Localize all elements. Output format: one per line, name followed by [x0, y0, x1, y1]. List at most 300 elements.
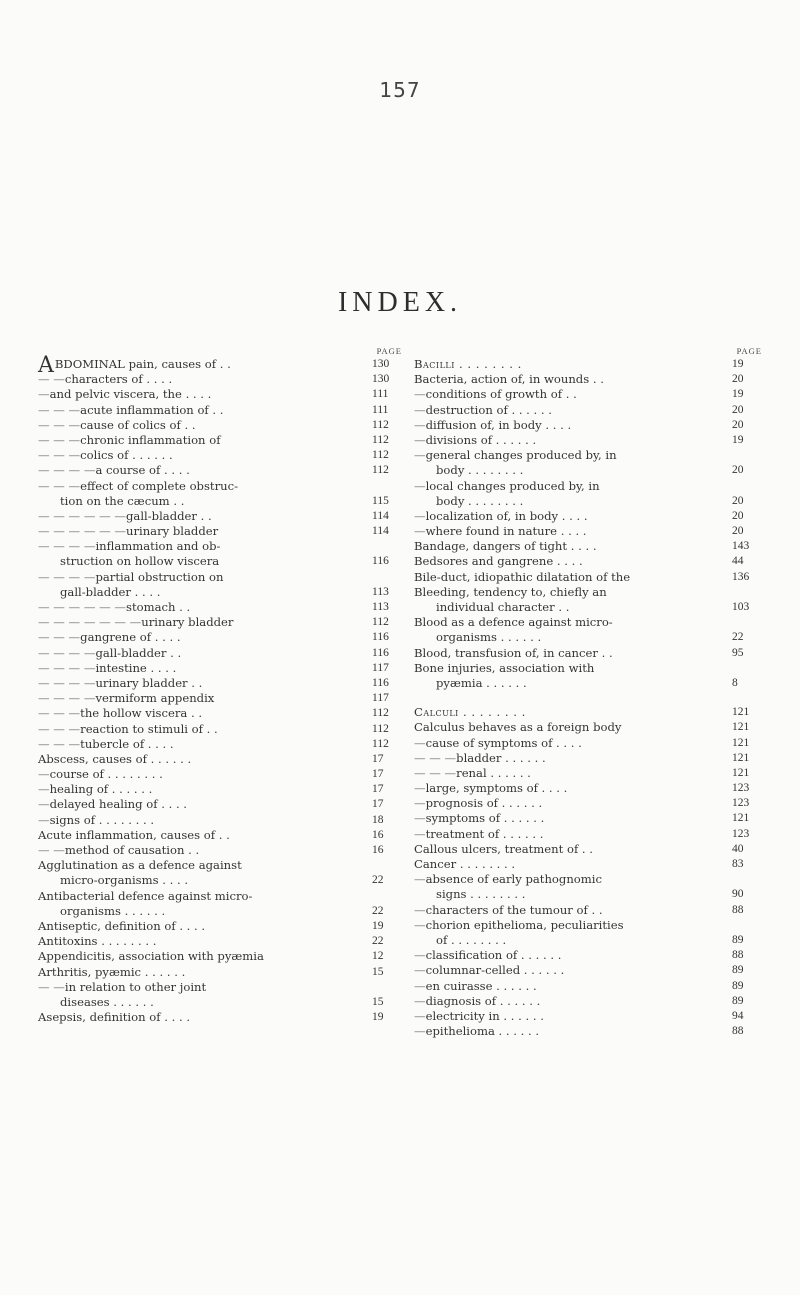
index-entry [414, 842, 762, 857]
entry-text: classification of . . . . . . [425, 948, 562, 963]
page-title: INDEX. [337, 287, 463, 318]
index-entry [414, 994, 762, 1009]
index-entry [38, 813, 402, 828]
entry-page: 112 [372, 722, 389, 735]
entry-page: 112 [372, 418, 389, 431]
ditto-dash: — — — [414, 750, 457, 765]
entry-text: electricity in . . . . . . [425, 1008, 544, 1023]
index-entry [414, 720, 762, 735]
entry-text: epithelioma . . . . . . [425, 1024, 540, 1039]
entry-page: 22 [732, 631, 744, 644]
index-entry [38, 600, 402, 615]
ditto-dash: — [414, 478, 426, 493]
entry-page: 89 [732, 933, 744, 946]
ditto-dash: — — — [414, 765, 457, 780]
entry-page: 143 [732, 540, 750, 553]
index-entry [38, 554, 402, 569]
entry-text: chronic inflammation of [80, 432, 221, 447]
ditto-dash: — — — — [38, 675, 96, 690]
entry-text: Abscess, causes of . . . . . . [38, 751, 192, 766]
entry-text: reaction to stimuli of . . [80, 721, 218, 736]
entry-text: vermiform appendix [95, 691, 215, 706]
entry-page: 114 [372, 509, 389, 522]
entry-page: 123 [732, 797, 750, 810]
entry-page: 121 [732, 812, 750, 825]
index-entry [414, 827, 762, 842]
index-entry [414, 646, 762, 661]
index-entry [414, 979, 762, 994]
index-entry [38, 797, 402, 812]
entry-text: and pelvic viscera, the . . . . [49, 387, 212, 402]
entry-text: Asepsis, definition of . . . . [38, 1010, 191, 1025]
entry-page: 121 [732, 751, 750, 764]
entry-page: 95 [732, 646, 744, 659]
ditto-dash: — [38, 812, 50, 827]
ditto-dash: — — — — — — [38, 508, 126, 523]
index-entry [414, 600, 762, 615]
ditto-dash: — [414, 902, 426, 917]
entry-text: Callous ulcers, treatment of . . [414, 841, 593, 856]
ditto-dash: — [414, 796, 426, 811]
entry-page: 16 [372, 828, 384, 841]
index-entry [38, 828, 402, 843]
index-entry [38, 782, 402, 797]
ditto-dash: — — [38, 843, 65, 857]
entry-text: gall-bladder . . [126, 508, 212, 523]
ditto-dash: — [414, 917, 426, 932]
entry-text: Acute inflammation, causes of . . [38, 827, 230, 842]
index-entry [38, 980, 402, 995]
entry-text: pyæmia . . . . . . [436, 675, 527, 690]
ditto-dash: — [414, 402, 426, 417]
entry-page: 90 [732, 888, 744, 901]
entry-text: the hollow viscera . . [80, 706, 203, 721]
entry-page: 19 [372, 1011, 384, 1024]
ditto-dash: — — — — — — [38, 600, 126, 614]
drop-cap: A [38, 353, 54, 378]
index-entry [414, 676, 762, 691]
ditto-dash: — [38, 387, 50, 402]
entry-page: 89 [732, 979, 744, 992]
entry-page: 20 [732, 403, 744, 416]
entry-text: en cuirasse . . . . . . [425, 978, 537, 993]
index-entry [414, 509, 762, 524]
entry-page: 121 [732, 766, 750, 779]
index-entry [414, 796, 762, 811]
index-entry [38, 843, 402, 858]
entry-text: general changes produced by, in [425, 448, 617, 463]
entry-page: 15 [372, 995, 384, 1008]
index-entry [414, 372, 762, 387]
ditto-dash: — [38, 797, 50, 812]
entry-page: 116 [372, 676, 389, 689]
index-entry [414, 751, 762, 766]
entry-page: 121 [732, 706, 750, 719]
entry-text: Arthritis, pyæmic . . . . . . [38, 964, 186, 979]
entry-text: of . . . . . . . . [436, 932, 507, 947]
ditto-dash: — — — [38, 432, 81, 447]
entry-text: body . . . . . . . . [436, 463, 524, 478]
ditto-dash: — — — — [38, 539, 96, 554]
index-entry [414, 524, 762, 539]
section-gap [414, 691, 762, 705]
entry-text: urinary bladder [141, 615, 234, 630]
page-number: 157 [379, 78, 421, 102]
entry-page: 44 [732, 555, 744, 568]
index-entry [414, 585, 762, 600]
index-entry [414, 418, 762, 433]
ditto-dash: — — — [38, 721, 81, 736]
index-entry [38, 722, 402, 737]
entry-text: conditions of growth of . . [425, 387, 577, 402]
entry-text: BDOMINAL pain, causes of . . [54, 357, 231, 371]
entry-page: 18 [372, 813, 384, 826]
index-entry [38, 676, 402, 691]
ditto-dash: — [414, 826, 426, 841]
index-entry [414, 1024, 762, 1039]
index-entry [38, 509, 402, 524]
index-entry [38, 934, 402, 949]
index-entry [38, 630, 402, 645]
index-entry [38, 873, 402, 888]
entry-text: columnar-celled . . . . . . [425, 963, 565, 978]
ditto-dash: — — — — [38, 463, 96, 478]
entry-page: 123 [732, 827, 750, 840]
entry-page: 17 [372, 768, 384, 781]
entry-text: characters of the tumour of . . [425, 902, 603, 917]
entry-text: gall-bladder . . [95, 645, 182, 660]
entry-text: stomach . . [126, 600, 191, 614]
ditto-dash: — [38, 782, 50, 797]
entry-text: Calculi . . . . . . . . [414, 705, 526, 720]
ditto-dash: — — — — [38, 691, 96, 706]
index-entry [38, 904, 402, 919]
index-entry [38, 706, 402, 721]
index-entry [38, 919, 402, 934]
index-entry [38, 570, 402, 585]
entry-text: renal . . . . . . [456, 765, 531, 780]
index-entry [414, 918, 762, 933]
ditto-dash: — — — [38, 417, 81, 432]
entry-page: 112 [372, 616, 389, 629]
entry-page: 117 [372, 692, 389, 705]
index-entry [414, 554, 762, 569]
entry-text: chorion epithelioma, peculiarities [425, 917, 624, 932]
entry-text: Blood, transfusion of, in cancer . . [414, 645, 613, 660]
index-entry [38, 767, 402, 782]
index-entry [38, 524, 402, 539]
index-entry [38, 353, 402, 378]
index-entry [38, 494, 402, 509]
entry-page: 20 [732, 494, 744, 507]
index-entry [414, 479, 762, 494]
entry-text: Bacilli . . . . . . . . [414, 357, 522, 371]
entry-text: colics of . . . . . . [80, 448, 173, 463]
index-entry [414, 433, 762, 448]
entry-page: 115 [372, 494, 389, 507]
entry-page: 123 [732, 782, 750, 795]
ditto-dash: — [414, 811, 426, 826]
ditto-dash: — [414, 781, 426, 796]
entry-text: Bleeding, tendency to, chiefly an [414, 584, 607, 599]
entry-text: cause of colics of . . [80, 417, 196, 432]
entry-page: 19 [732, 388, 744, 401]
ditto-dash: — [414, 448, 426, 463]
entry-text: signs . . . . . . . . [436, 887, 526, 902]
entry-page: 19 [732, 433, 744, 446]
ditto-dash: — — — [38, 630, 81, 645]
ditto-dash: — — [38, 979, 65, 994]
entry-text: prognosis of . . . . . . [425, 796, 543, 811]
entry-text: Cancer . . . . . . . . [414, 857, 516, 871]
entry-page: 117 [372, 661, 389, 674]
index-entry [414, 811, 762, 826]
entry-text: inflammation and ob- [95, 539, 221, 554]
ditto-dash: — [414, 508, 426, 523]
entry-text: local changes produced by, in [425, 478, 600, 493]
ditto-dash: — — — [38, 706, 81, 721]
entry-text: localization of, in body . . . . [425, 508, 588, 523]
entry-text: urinary bladder . . [95, 675, 203, 690]
entry-text: cause of symptoms of . . . . [425, 735, 582, 750]
index-entry [414, 948, 762, 963]
entry-text: Appendicitis, association with pyæmia [38, 949, 264, 964]
index-entry [38, 965, 402, 980]
entry-page: 136 [732, 570, 750, 583]
ditto-dash: — [414, 948, 426, 963]
entry-page: 20 [732, 509, 744, 522]
entry-page: 17 [372, 798, 384, 811]
ditto-dash: — [414, 963, 426, 978]
entry-page: 112 [372, 707, 389, 720]
entry-page: 130 [372, 373, 390, 386]
entry-page: 22 [372, 904, 384, 917]
ditto-dash: — — — — [38, 660, 96, 675]
entry-text: Blood as a defence against micro- [414, 615, 613, 630]
column-header: PAGE [736, 346, 762, 356]
ditto-dash: — — — — — — [38, 524, 126, 539]
index-entry [38, 858, 402, 873]
entry-page: 89 [732, 964, 744, 977]
entry-page: 116 [372, 646, 389, 659]
entry-page: 8 [732, 676, 738, 689]
entry-text: effect of complete obstruc- [80, 478, 239, 493]
index-entry [414, 887, 762, 902]
index-entry [38, 737, 402, 752]
index-entry [38, 387, 402, 402]
index-entry [414, 570, 762, 585]
index-entry [414, 903, 762, 918]
index-entry [414, 387, 762, 402]
entry-text: acute inflammation of . . [80, 402, 224, 417]
entry-text: Bacteria, action of, in wounds . . [414, 372, 604, 387]
entry-page: 116 [372, 555, 389, 568]
entry-page: 15 [372, 965, 384, 978]
ditto-dash: — [414, 387, 426, 402]
entry-text: Bone injuries, association with [414, 660, 595, 675]
index-entry [414, 630, 762, 645]
index-entry [414, 661, 762, 676]
ditto-dash: — [414, 735, 426, 750]
index-entry [38, 433, 402, 448]
entry-page: 40 [732, 842, 744, 855]
entry-page: 111 [372, 403, 389, 416]
index-entry [414, 736, 762, 751]
entry-page: 121 [732, 736, 750, 749]
index-entry [414, 463, 762, 478]
entry-page: 88 [732, 949, 744, 962]
entry-text: struction on hollow viscera [60, 554, 220, 569]
entry-text: Bile-duct, idiopathic dilatation of the [414, 569, 631, 584]
index-entry [414, 781, 762, 796]
entry-text: large, symptoms of . . . . [425, 781, 568, 796]
entry-page: 121 [732, 721, 750, 734]
entry-page: 19 [372, 919, 384, 932]
entry-page: 83 [732, 858, 744, 870]
entry-page: 114 [372, 525, 389, 538]
entry-text: signs of . . . . . . . . [49, 812, 155, 827]
ditto-dash: — [38, 767, 50, 782]
entry-text: individual character . . [436, 600, 570, 614]
index-entry [38, 949, 402, 964]
index-entry [414, 357, 762, 372]
entry-text: organisms . . . . . . [60, 903, 166, 918]
entry-page: 88 [732, 903, 744, 916]
entry-text: treatment of . . . . . . [425, 826, 544, 841]
entry-text: a course of . . . . [95, 463, 190, 478]
ditto-dash: — — — [38, 478, 81, 493]
entry-text: absence of early pathognomic [425, 872, 602, 887]
entry-text: organisms . . . . . . [436, 630, 542, 645]
entry-text: delayed healing of . . . . [49, 797, 187, 812]
entry-page: 112 [372, 433, 389, 446]
ditto-dash: — — — — [38, 645, 96, 660]
index-entry [38, 479, 402, 494]
index-entry [414, 448, 762, 463]
index-entry [38, 585, 402, 600]
entry-text: micro-organisms . . . . [60, 873, 189, 888]
entry-text: bladder . . . . . . [456, 750, 546, 765]
entry-text: Antibacterial defence against micro- [38, 888, 253, 903]
entry-page: 17 [372, 783, 384, 796]
entry-page: 103 [732, 601, 750, 613]
index-entry [414, 1009, 762, 1024]
entry-text: partial obstruction on [95, 569, 224, 584]
entry-text: diagnosis of . . . . . . [425, 993, 541, 1008]
entry-page: 113 [372, 601, 389, 613]
entry-text: tion on the cæcum . . [60, 493, 185, 508]
index-entry [414, 403, 762, 418]
index-entry [38, 1010, 402, 1025]
ditto-dash: — [414, 432, 426, 447]
ditto-dash: — [414, 524, 426, 539]
entry-page: 112 [372, 449, 389, 462]
entry-page: 88 [732, 1025, 744, 1038]
ditto-dash: — — — [38, 402, 81, 417]
entry-text: healing of . . . . . . [49, 782, 153, 797]
entry-text: where found in nature . . . . [425, 524, 587, 539]
entry-page: 17 [372, 752, 384, 765]
index-entry [38, 995, 402, 1010]
entry-page: 112 [372, 737, 389, 750]
index-entry [38, 661, 402, 676]
ditto-dash: — [414, 1024, 426, 1039]
index-entry [38, 615, 402, 630]
entry-page: 19 [732, 358, 744, 370]
entry-page: 22 [372, 935, 384, 948]
entry-text: characters of . . . . [64, 372, 173, 387]
entry-page: 116 [372, 631, 389, 644]
entry-text: Bandage, dangers of tight . . . . [414, 539, 597, 554]
index-entry [414, 857, 762, 872]
entry-text: Antiseptic, definition of . . . . [38, 918, 206, 933]
ditto-dash: — [414, 993, 426, 1008]
entry-page: 12 [372, 950, 384, 963]
entry-page: 112 [372, 464, 389, 477]
entry-text: destruction of . . . . . . [425, 402, 552, 417]
entry-page: 20 [732, 525, 744, 538]
entry-text: diseases . . . . . . [60, 994, 154, 1009]
entry-text: Antitoxins . . . . . . . . [38, 934, 157, 949]
entry-page: 20 [732, 464, 744, 477]
ditto-dash: — — — [38, 736, 81, 751]
index-entry [38, 646, 402, 661]
entry-page: 130 [372, 358, 390, 370]
ditto-dash: — — — [38, 448, 81, 463]
index-entry [38, 539, 402, 554]
ditto-dash: — — — — — — — [38, 615, 142, 630]
entry-page: 94 [732, 1009, 744, 1022]
entry-text: method of causation . . [64, 843, 200, 857]
index-column-right [414, 345, 762, 1039]
entry-text: Calculus behaves as a foreign body [414, 720, 622, 735]
entry-text: divisions of . . . . . . [425, 432, 537, 447]
entry-page: 20 [732, 418, 744, 431]
index-entry [414, 872, 762, 887]
index-entry [38, 889, 402, 904]
column-header: PAGE [376, 346, 402, 356]
index-entry [38, 752, 402, 767]
entry-page: 16 [372, 844, 384, 856]
index-entry [38, 372, 402, 387]
entry-page: 113 [372, 585, 389, 598]
entry-text: diffusion of, in body . . . . [425, 417, 572, 432]
entry-text: intestine . . . . [95, 660, 177, 675]
index-entry [38, 418, 402, 433]
index-entry [414, 933, 762, 948]
entry-text: body . . . . . . . . [436, 493, 524, 508]
entry-page: 22 [372, 874, 384, 887]
entry-text: Bedsores and gangrene . . . . [414, 554, 583, 569]
entry-text: gall-bladder . . . . [60, 584, 161, 599]
index-entry [38, 448, 402, 463]
index-entry [38, 403, 402, 418]
entry-text: Agglutination as a defence against [38, 858, 242, 873]
entry-text: tubercle of . . . . [80, 736, 174, 751]
entry-text: symptoms of . . . . . . [425, 811, 545, 826]
index-column-left [38, 345, 402, 1025]
index-entry [414, 615, 762, 630]
entry-page: 89 [732, 994, 744, 1007]
ditto-dash: — [414, 417, 426, 432]
index-entry [414, 539, 762, 554]
entry-text: urinary bladder [126, 524, 219, 539]
entry-text: in relation to other joint [64, 979, 207, 994]
entry-text: course of . . . . . . . . [49, 767, 163, 782]
ditto-dash: — — — — [38, 569, 96, 584]
ditto-dash: — — [38, 372, 65, 387]
index-entry [38, 463, 402, 478]
